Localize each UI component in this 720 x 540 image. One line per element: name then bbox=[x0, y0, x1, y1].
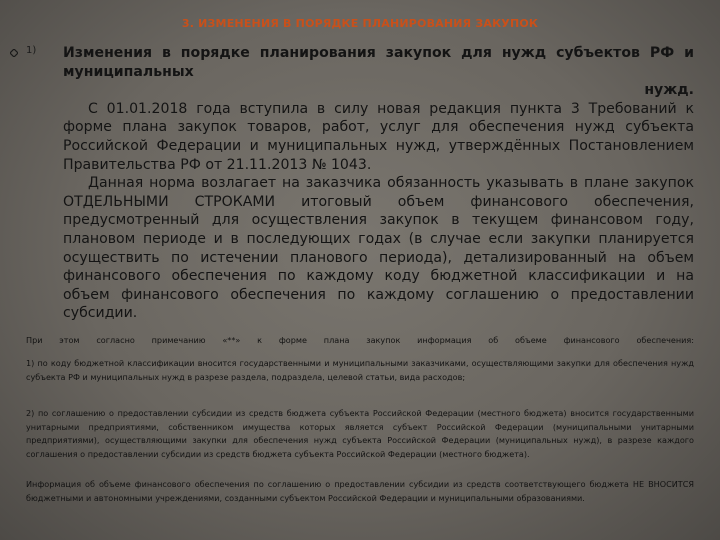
slide-title: 3. ИЗМЕНЕНИЯ В ПОРЯДКЕ ПЛАНИРОВАНИЯ ЗАКУПОК bbox=[181, 17, 539, 30]
main-item bbox=[26, 44, 694, 323]
item-heading: Изменения в порядке планирования закупок для нужд субъектов РФ и муниципальных bbox=[63, 45, 694, 80]
note-budget-code: 1) по коду бюджетной классификации вносится государственными и муниципальными заказчиками, осуществляющими закупки для обеспечения нужд субъекта РФ и муниципальных нужд в разрезе раздела, подраздела, целевой статьи, вида расходов; bbox=[26, 358, 694, 382]
paragraph-effective-date: С 01.01.2018 года вступила в силу новая редакция пункта 3 Требований к форме плана закупок товаров, работ, услуг для обеспечения нужд субъекта Российской Федерации и муниципальных нужд, утверждённых Постановлением Правительства РФ от 21.11.2013 № 1043. bbox=[63, 100, 694, 173]
note-not-entered: Информация об объеме финансового обеспечения по соглашению о предоставлении субсидии из средств соответствующего бюджета НЕ ВНОСИТСЯ бюджетными и автономными учреждениями, созданными субъектом Российской Федерации и муниципальными образованиями. bbox=[26, 479, 694, 503]
diamond-bullet-icon bbox=[10, 49, 18, 57]
item-heading-end: нужд. bbox=[644, 82, 694, 99]
item-number: 1) bbox=[26, 45, 37, 56]
paragraph-obligation: Данная норма возлагает на заказчика обязанность указывать в плане закупок ОТДЕЛЬНЫМИ СТРОКАМИ итоговый объем финансового обеспечения, предусмотренный для осуществления закупок в текущем финансовом году, плановом периоде и в последующих годах (в случае если закупки планируется осуществить по истечении планового периода), детализированный на объем финансового обеспечения по каждому коду бюджетной классификации и на объем финансового обеспечения по каждому соглашению о предоставлении субсидии. bbox=[63, 175, 694, 322]
note-subsidy-agreement: 2) по соглашению о предоставлении субсидии из средств бюджета субъекта Российской Федерации (местного бюджета) вносится государственными унитарными предприятиями, собственником имущества которых является субъект Российской Федерации (муниципальными унитарными предприятиями), осуществляющими закупки для обеспечения нужд субъекта Российской Федерации (муниципальных нужд), в разрезе каждого соглашения о предоставлении субсидии из средств бюджета субъекта Российской Федерации (местного бюджета). bbox=[26, 408, 694, 459]
note-intro: При этом согласно примечанию «**» к форме плана закупок информация об объеме финансового обеспечения: bbox=[26, 335, 694, 345]
main-item-body bbox=[63, 44, 694, 323]
